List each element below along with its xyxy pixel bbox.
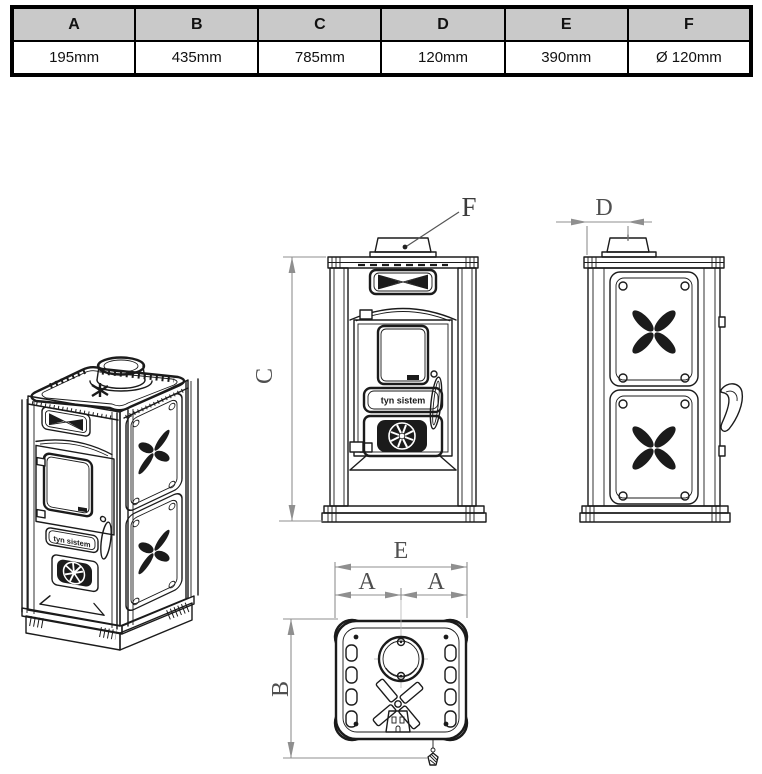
col-header-c: C <box>258 7 381 41</box>
col-value-b: 435mm <box>135 41 258 75</box>
iso-side-face-details <box>126 391 182 613</box>
dim-F <box>403 192 477 249</box>
iso-brand-plate-text: tyn sistem <box>53 533 91 550</box>
side-latch-upper <box>719 317 725 327</box>
side-petal-motif-lower <box>629 423 679 473</box>
dim-label-C: C <box>252 367 278 385</box>
col-header-d: D <box>381 7 504 41</box>
col-header-b: B <box>135 7 258 41</box>
stove-technical-drawing <box>0 80 762 774</box>
side-view <box>556 195 742 522</box>
col-header-e: E <box>505 7 628 41</box>
iso-base <box>22 596 194 650</box>
front-view <box>252 192 486 522</box>
col-header-a: A <box>12 7 135 41</box>
front-hinge-top <box>360 310 372 319</box>
side-base <box>580 506 730 522</box>
table-value-row <box>12 41 751 75</box>
isometric-view <box>22 358 198 651</box>
front-door-glass <box>378 326 428 384</box>
col-value-d: 120mm <box>381 41 504 75</box>
top-pull-tassel <box>428 740 438 765</box>
top-flue-opening <box>379 637 423 681</box>
iso-top-vent-slots <box>50 370 88 386</box>
front-ash-door <box>350 416 442 456</box>
side-panel-upper <box>610 272 698 386</box>
iso-petal-motif-upper <box>136 426 172 478</box>
front-lower-bevel <box>350 456 456 470</box>
side-body <box>588 268 720 506</box>
side-panel-lower <box>610 390 698 504</box>
side-petal-motif-upper <box>629 307 679 357</box>
dim-label-A-left: A <box>358 569 376 595</box>
iso-top-plate <box>28 367 188 422</box>
col-header-f: F <box>628 7 751 41</box>
col-value-e: 390mm <box>505 41 628 75</box>
col-value-f: Ø 120mm <box>628 41 751 75</box>
front-top-plate <box>328 257 478 268</box>
dim-label-A-right: A <box>427 569 445 595</box>
dim-label-E: E <box>393 538 409 564</box>
front-brand-plate-text: tyn sistem <box>380 395 426 406</box>
side-door-handle <box>719 317 742 456</box>
iso-front-face-details <box>36 405 114 617</box>
dim-label-B: B <box>268 680 294 698</box>
table-header-row <box>12 7 751 41</box>
col-value-c: 785mm <box>258 41 381 75</box>
dim-label-D: D <box>595 195 613 221</box>
front-base <box>322 506 486 522</box>
top-view <box>268 538 467 765</box>
dim-C <box>252 257 326 521</box>
side-top-plate <box>584 257 724 268</box>
side-latch-lower <box>719 446 725 456</box>
dimensions-table <box>10 5 753 77</box>
col-value-a: 195mm <box>12 41 135 75</box>
dim-A <box>335 569 467 600</box>
front-ash-knob <box>350 442 363 452</box>
side-flue-collar <box>602 235 656 257</box>
iso-petal-motif-lower <box>136 526 172 578</box>
front-top-vent <box>370 270 436 294</box>
front-glass-brand-mark <box>407 375 419 380</box>
iso-base-ticks <box>30 621 44 624</box>
dim-D <box>556 195 652 255</box>
dim-label-F: F <box>461 192 477 222</box>
